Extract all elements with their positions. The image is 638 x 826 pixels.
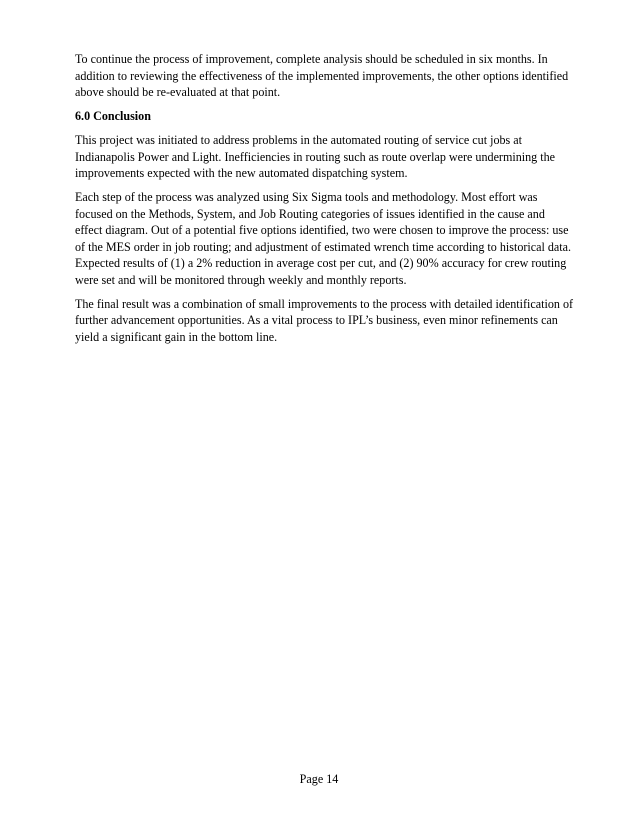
page-content (75, 51, 575, 353)
conclusion-paragraph-2: Each step of the process was analyzed using Six Sigma tools and methodology. Most effort was focused on the Methods, System, and Job Routing categories of issues identified in the cause and effect diagram. Out of a potential five options identified, two were chosen to improve the process: use of the MES order in job routing; and adjustment of estimated wrench time according to historical data. Expected results of (1) a 2% reduction in average cost per cut, and (2) 90% accuracy for crew routing were set and will be monitored through weekly and monthly reports. (75, 190, 572, 287)
page-number: Page 14 (299, 772, 339, 786)
section-heading: 6.0 Conclusion (75, 109, 151, 123)
conclusion-paragraph-1: This project was initiated to address problems in the automated routing of service cut jobs at Indianapolis Power and Light. Inefficiencies in routing such as route overlap were undermining the improvements expected with the new automated dispatching system. (75, 133, 556, 180)
conclusion-paragraph-3: The final result was a combination of small improvements to the process with detailed identification of further advancement opportunities. As a vital process to IPL’s business, even minor refinements can yield a significant gain in the bottom line. (75, 296, 574, 344)
intro-paragraph: To continue the process of improvement, complete analysis should be scheduled in six months. In addition to reviewing the effectiveness of the implemented improvements, the other options identified above should be re-evaluated at that point. (75, 52, 569, 99)
